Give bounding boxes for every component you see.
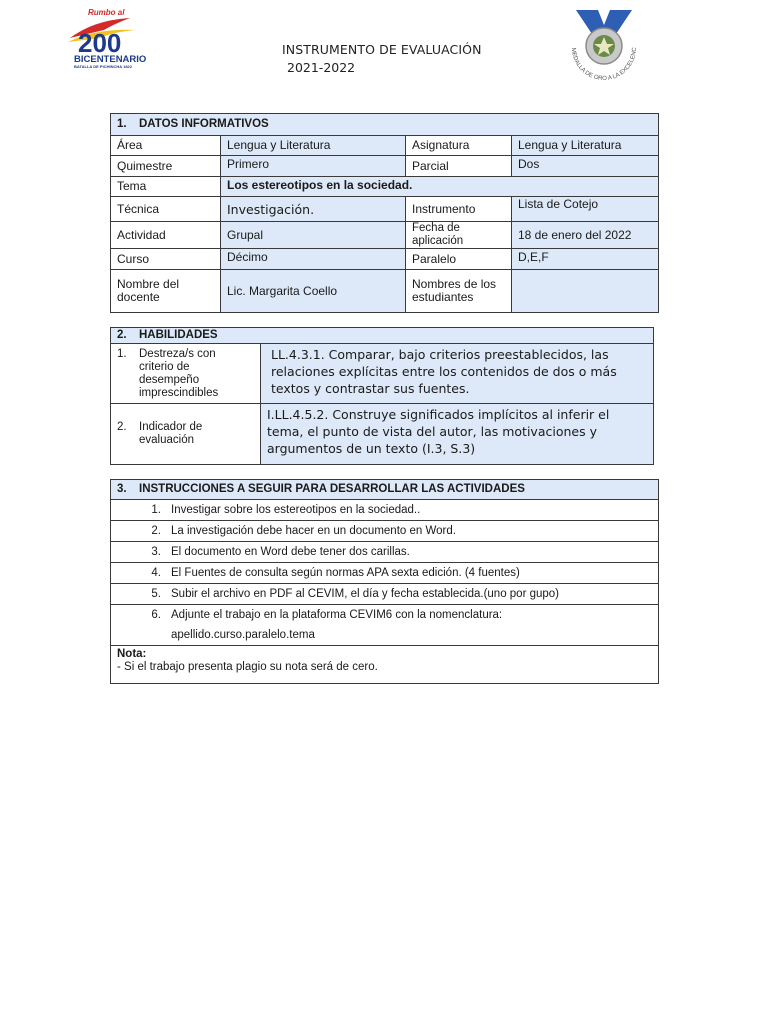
habilidades-row-destreza	[111, 344, 654, 404]
indicador-label: Indicador de evaluación	[139, 421, 203, 446]
datos-row-actividad	[111, 222, 659, 249]
instruccion-num: 2.	[151, 524, 161, 537]
datos-row-curso	[111, 249, 659, 270]
instruccion-row	[111, 500, 659, 521]
svg-text:200: 200	[78, 28, 122, 58]
curso-value: Décimo	[221, 249, 406, 270]
asignatura-label: Asignatura	[406, 136, 512, 156]
medal-ring-text: MEDALLA DE ORO A LA EXCELENC	[569, 47, 639, 83]
instruccion-row	[111, 563, 659, 584]
datos-heading-text: DATOS INFORMATIVOS	[139, 118, 269, 130]
datos-row-quimestre	[111, 156, 659, 177]
datos-heading-num: 1.	[117, 118, 127, 130]
instruccion-text: Subir el archivo en PDF al CEVIM, el día y fecha establecida.(uno por gupo)	[171, 587, 560, 600]
indicador-value: I.LL.4.5.2. Construye significados implícitos al inferir el tema, el punto de vista del autor, las motivaciones y argumentos de un texto (I.3, S.3)	[261, 404, 654, 465]
destreza-num: 1.	[117, 347, 127, 360]
quimestre-value: Primero	[221, 156, 406, 177]
destreza-label: Destreza/s con criterio de desempeño imprescindibles	[139, 347, 219, 399]
quimestre-label: Quimestre	[111, 156, 221, 177]
instruccion-item-2	[111, 521, 659, 542]
instruccion-row	[111, 584, 659, 605]
instruccion-item-4	[111, 563, 659, 584]
instruccion-text: El documento en Word debe tener dos carillas.	[171, 545, 410, 558]
instrumento-label: Instrumento	[406, 197, 512, 222]
habilidades-heading	[111, 328, 654, 344]
curso-label: Curso	[111, 249, 221, 270]
datos-heading	[111, 114, 659, 136]
instrucciones-table	[110, 479, 659, 684]
instruccion-text: La investigación debe hacer en un documento en Word.	[171, 524, 456, 537]
instruccion-text: Investigar sobre los estereotipos en la sociedad..	[171, 503, 421, 516]
area-value: Lengua y Literatura	[221, 136, 406, 156]
destreza-value: LL.4.3.1. Comparar, bajo criterios preestablecidos, las relaciones explícitas entre los contenidos de dos o más textos y contrastar sus fuentes.	[261, 344, 654, 404]
document-year: 2021-2022	[287, 60, 356, 75]
instruccion-num: 1.	[151, 503, 161, 516]
medal-logo	[562, 8, 652, 86]
nota-cell	[111, 646, 659, 684]
instrucciones-heading-row	[111, 480, 659, 500]
instruccion-text: Adjunte el trabajo en la plataforma CEVIM6 con la nomenclatura:	[171, 609, 503, 621]
paralelo-label: Paralelo	[406, 249, 512, 270]
instruccion-item-5	[111, 584, 659, 605]
datos-row-docente	[111, 270, 659, 313]
habilidades-heading-num: 2.	[117, 329, 127, 341]
logo-main-text: BICENTENARIO	[74, 54, 147, 65]
instruccion-text-cont: apellido.curso.paralelo.tema	[171, 629, 315, 641]
habilidades-heading-text: HABILIDADES	[139, 329, 218, 341]
instrumento-value: Lista de Cotejo	[512, 197, 659, 222]
docente-value: Lic. Margarita Coello	[221, 270, 406, 313]
instruccion-num: 4.	[151, 566, 161, 579]
tema-value: Los estereotipos en la sociedad.	[221, 177, 659, 197]
asignatura-value: Lengua y Literatura	[512, 136, 659, 156]
datos-row-tema	[111, 177, 659, 197]
destreza-label-cell	[111, 344, 261, 404]
fecha-value: 18 de enero del 2022	[512, 222, 659, 249]
estudiantes-label: Nombres de los estudiantes	[406, 270, 512, 313]
tecnica-value: Investigación.	[221, 197, 406, 222]
habilidades-row-indicador	[111, 404, 654, 465]
habilidades-table	[110, 327, 654, 465]
instruccion-row	[111, 521, 659, 542]
area-label: Área	[111, 136, 221, 156]
instruccion-text: El Fuentes de consulta según normas APA sexta edición. (4 fuentes)	[171, 566, 520, 579]
datos-row-area	[111, 136, 659, 156]
instruccion-num: 6.	[151, 609, 161, 621]
nota-label: Nota:	[117, 648, 147, 660]
instruccion-row	[111, 605, 659, 646]
bicentenario-logo	[64, 8, 147, 70]
paralelo-value: D,E,F	[512, 249, 659, 270]
fecha-label: Fecha de aplicación	[406, 222, 512, 249]
logo-sub-text: BATALLA DE PICHINCHA 1822	[74, 64, 133, 69]
instruccion-item-6	[111, 605, 659, 646]
datos-heading-row	[111, 114, 659, 136]
instruccion-num: 5.	[151, 587, 161, 600]
logo-script-text: Rumbo al	[88, 8, 125, 17]
medal-icon	[562, 8, 652, 86]
habilidades-heading-row	[111, 328, 654, 344]
indicador-label-cell	[111, 404, 261, 465]
parcial-label: Parcial	[406, 156, 512, 177]
tema-label: Tema	[111, 177, 221, 197]
datos-row-tecnica	[111, 197, 659, 222]
actividad-value: Grupal	[221, 222, 406, 249]
indicador-num: 2.	[117, 421, 127, 433]
nota-row	[111, 646, 659, 684]
instruccion-item-1	[111, 500, 659, 521]
datos-informativos-table	[110, 113, 659, 313]
estudiantes-value[interactable]	[512, 270, 659, 313]
instrucciones-heading	[111, 480, 659, 500]
parcial-value: Dos	[512, 156, 659, 177]
docente-label: Nombre del docente	[111, 270, 221, 313]
nota-text: - Si el trabajo presenta plagio su nota será de cero.	[117, 661, 378, 673]
instruccion-item-3	[111, 542, 659, 563]
instruccion-row	[111, 542, 659, 563]
instruccion-num: 3.	[151, 545, 161, 558]
actividad-label: Actividad	[111, 222, 221, 249]
instrucciones-heading-num: 3.	[117, 483, 127, 495]
document-title: INSTRUMENTO DE EVALUACIÓN	[282, 42, 482, 57]
tecnica-label: Técnica	[111, 197, 221, 222]
instrucciones-heading-text: INSTRUCCIONES A SEGUIR PARA DESARROLLAR LAS ACTIVIDADES	[139, 483, 525, 495]
